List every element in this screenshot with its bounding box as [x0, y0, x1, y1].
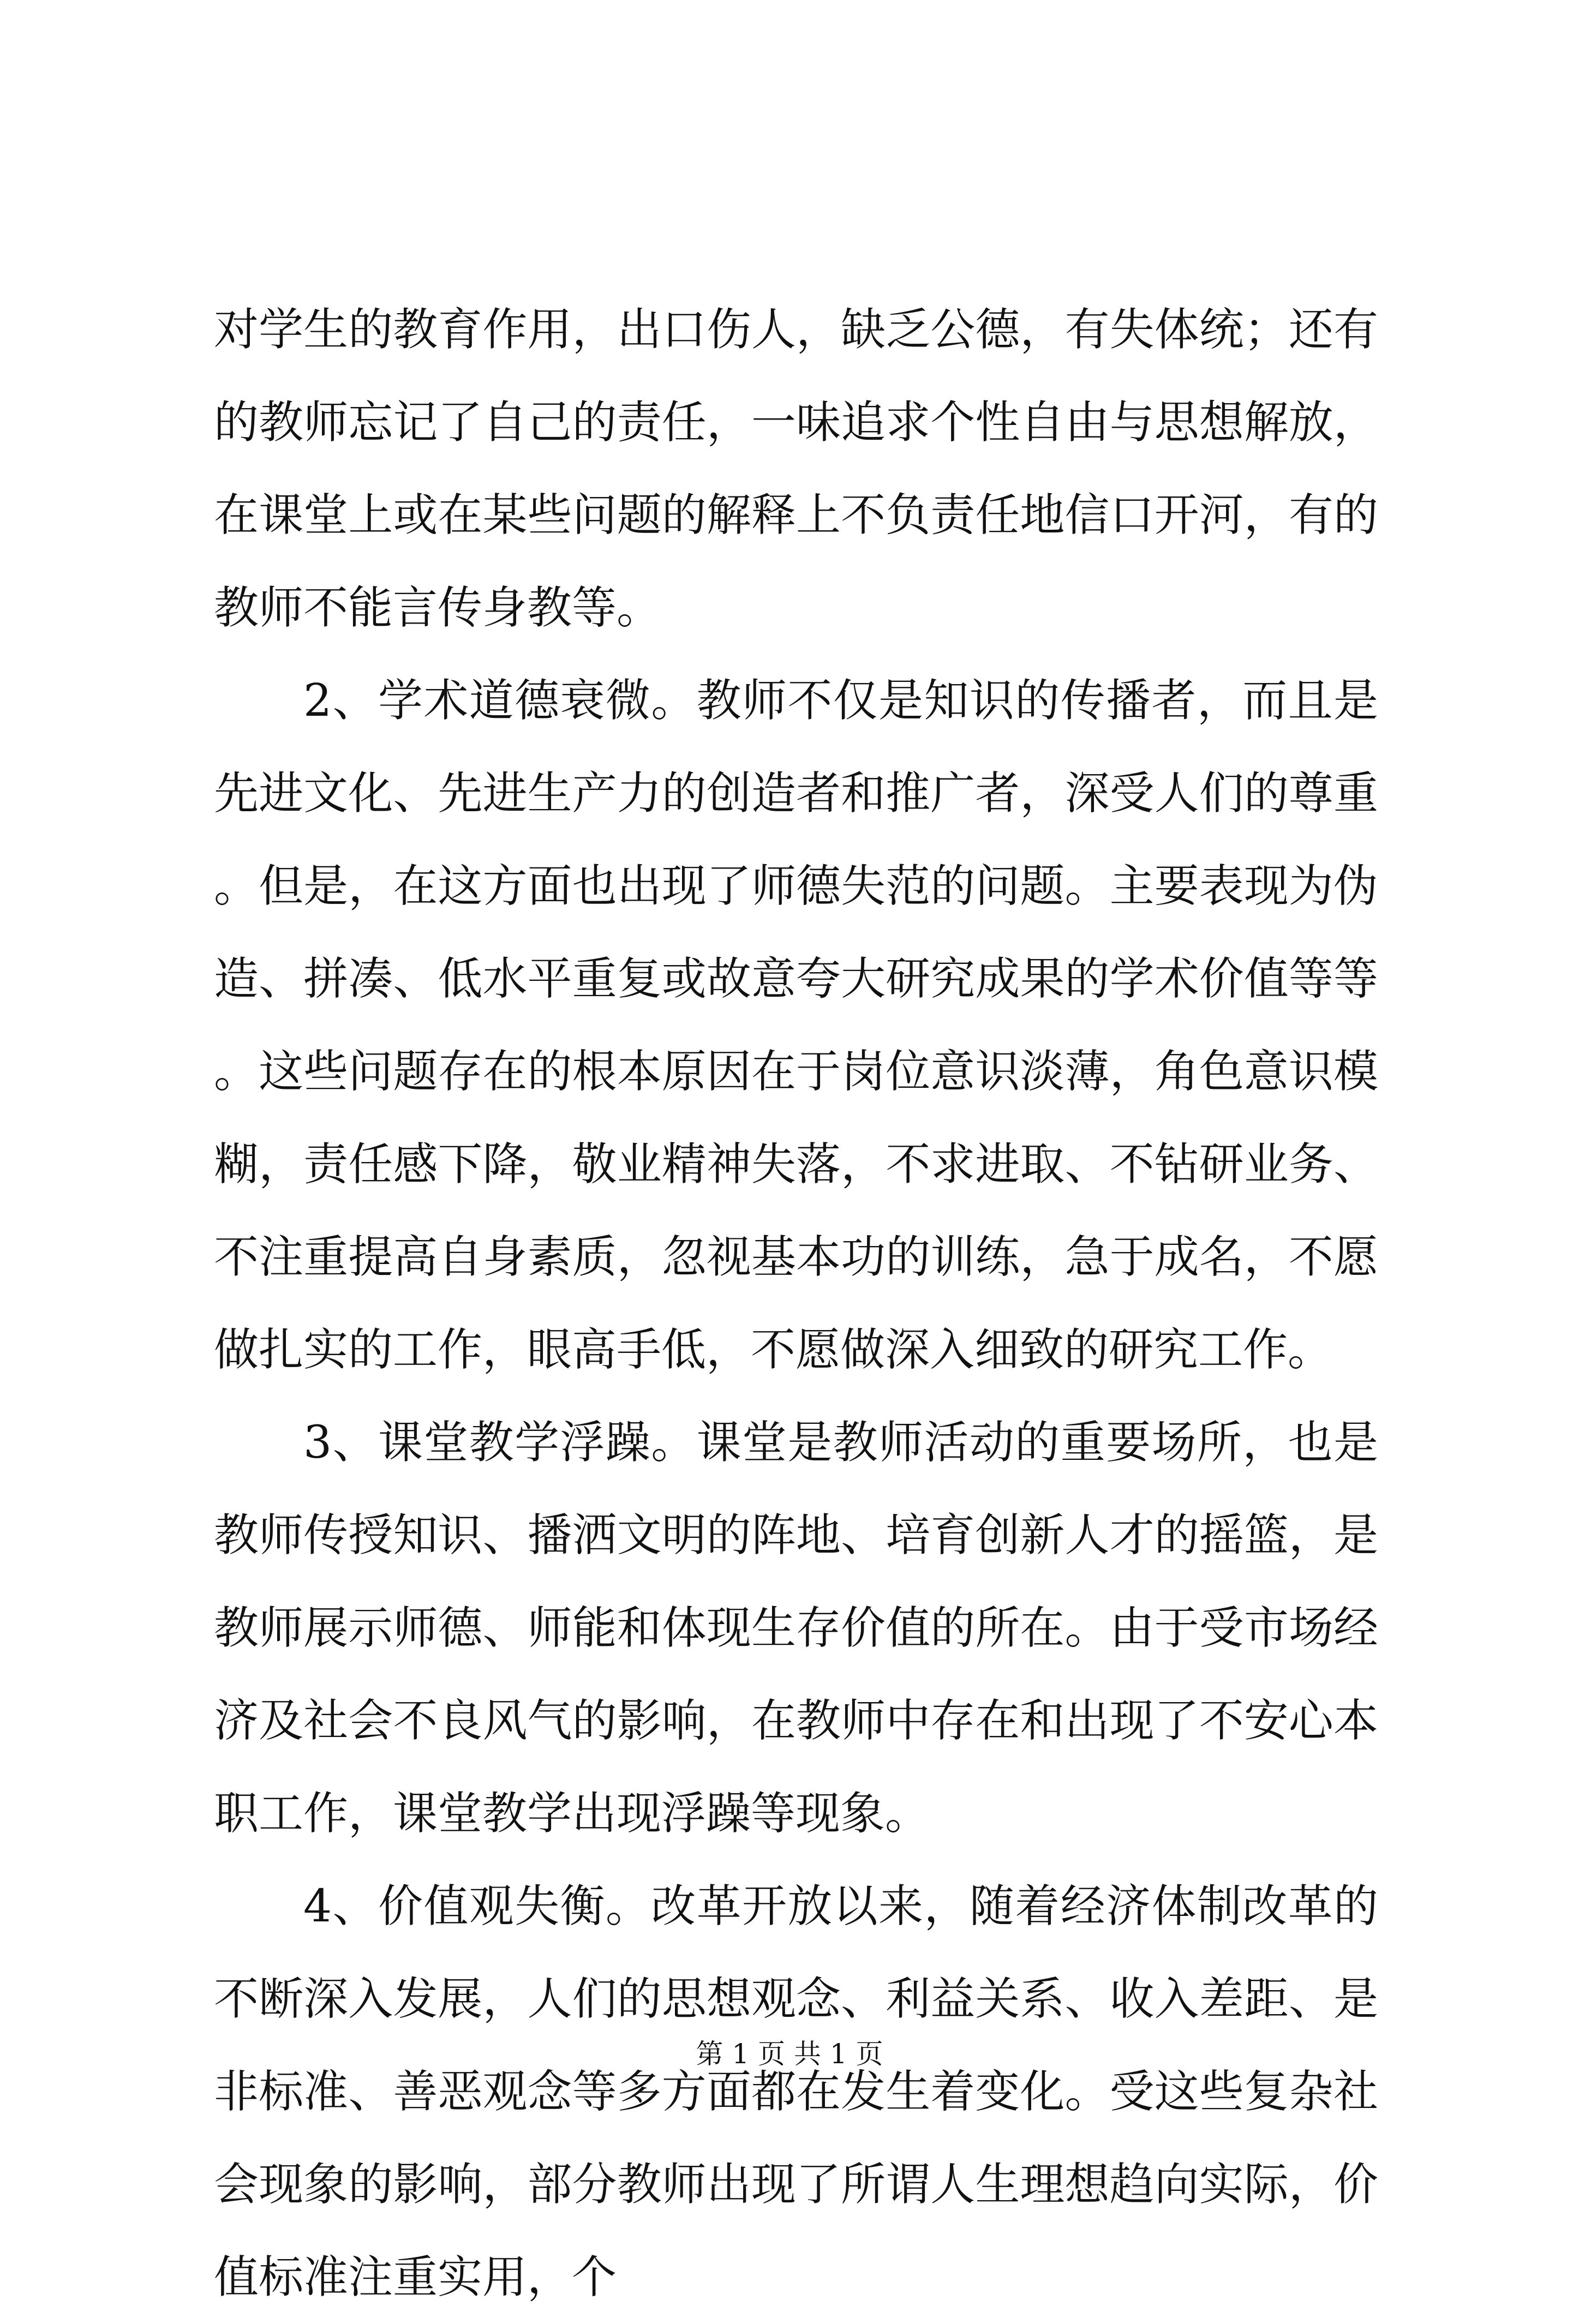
paragraph-4: 4、价值观失衡。改革开放以来，随着经济体制改革的不断深入发展，人们的思想观念、利益关系、收入差距、是非标准、善恶观念等多方面都在发生着变化。受这些复杂社会现象的影响，部分教师出现了所谓人生理想趋向实际，价值标准注重实用，个: [214, 1880, 1378, 2303]
paragraph-2: 2、学术道德衰微。教师不仅是知识的传播者，而且是先进文化、先进生产力的创造者和推广者，深受人们的尊重。但是，在这方面也出现了师德失范的问题。主要表现为伪造、拼凑、低水平重复或故意夸大研究成果的学术价值等等。这些问题存在的根本原因在于岗位意识淡薄，角色意识模糊，责任感下降，敬业精神失落，不求进取、不钻研业务、不注重提高自身素质，忽视基本功的训练，急于成名，不愿做扎实的工作，眼高手低，不愿做深入细致的研究工作。: [214, 675, 1378, 1376]
document-body: [214, 284, 1378, 2324]
paragraph-1: 对学生的教育作用，出口伤人，缺乏公德，有失体统；还有的教师忘记了自己的责任，一味追求个性自由与思想解放，在课堂上或在某些问题的解释上不负责任地信口开河，有的教师不能言传身教等。: [214, 304, 1378, 634]
paragraph-3: 3、课堂教学浮躁。课堂是教师活动的重要场所，也是教师传授知识、播洒文明的阵地、培育创新人才的摇篮，是教师展示师德、师能和体现生存价值的所在。由于受市场经济及社会不良风气的影响，在教师中存在和出现了不安心本职工作，课堂教学出现浮躁等现象。: [214, 1417, 1378, 1840]
page-footer: 第 1 页 共 1 页: [696, 2038, 883, 2070]
